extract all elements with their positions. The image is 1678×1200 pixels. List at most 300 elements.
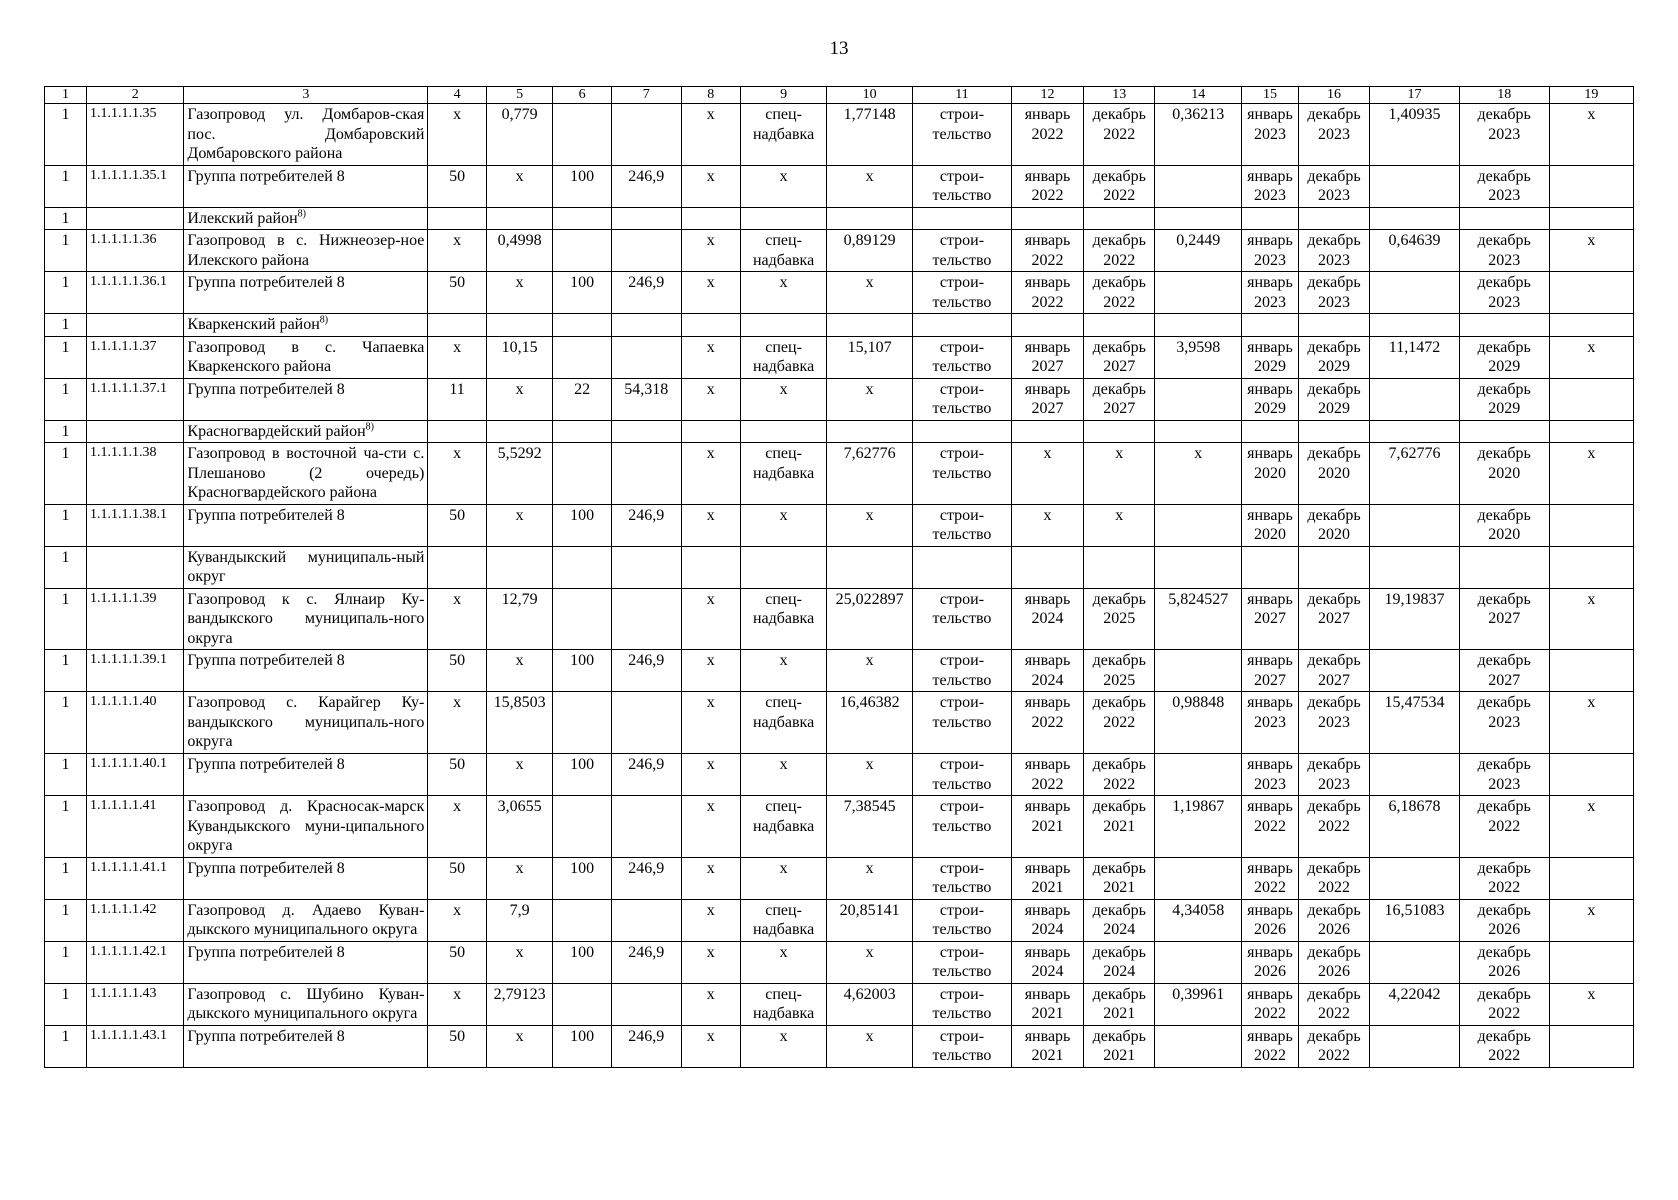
value-cell-7 — [611, 314, 681, 337]
page-number: 13 — [829, 38, 849, 59]
value-cell-15 — [1242, 546, 1298, 588]
column-number-cell: 3 — [184, 87, 428, 104]
value-cell-6 — [553, 104, 611, 166]
value-cell-15: январь 2029 — [1242, 336, 1298, 378]
value-cell-11: строи-тельство — [913, 272, 1011, 314]
value-cell-13: х — [1084, 443, 1155, 505]
value-cell-17 — [1370, 378, 1459, 420]
item-code-cell: 1.1.1.1.1.38.1 — [87, 504, 184, 546]
value-cell-14 — [1155, 1025, 1242, 1067]
value-cell-11: строи-тельство — [913, 983, 1011, 1025]
item-code-cell: 1.1.1.1.1.41.1 — [87, 857, 184, 899]
value-cell-12: январь 2022 — [1011, 753, 1084, 795]
value-cell-16: декабрь 2027 — [1298, 650, 1370, 692]
value-cell-5 — [486, 207, 553, 230]
value-cell-10: 0,89129 — [827, 230, 913, 272]
value-cell-10: х — [827, 941, 913, 983]
value-cell-11: строи-тельство — [913, 336, 1011, 378]
value-cell-11: строи-тельство — [913, 378, 1011, 420]
value-cell-18: декабрь 2022 — [1459, 983, 1549, 1025]
value-cell-17: 15,47534 — [1370, 692, 1459, 754]
value-cell-5: х — [486, 857, 553, 899]
table-row — [45, 272, 1634, 314]
value-cell-18: декабрь 2022 — [1459, 796, 1549, 858]
value-cell-4 — [428, 314, 486, 337]
value-cell-11: строи-тельство — [913, 165, 1011, 207]
value-cell-15: январь 2020 — [1242, 443, 1298, 505]
row-level-cell: 1 — [45, 1025, 87, 1067]
district-name: Красногвардейский район — [187, 422, 366, 440]
value-cell-5: х — [486, 941, 553, 983]
value-cell-15 — [1242, 314, 1298, 337]
value-cell-17 — [1370, 165, 1459, 207]
value-cell-16: декабрь 2022 — [1298, 1025, 1370, 1067]
row-level-cell: 1 — [45, 941, 87, 983]
value-cell-8: х — [681, 230, 740, 272]
value-cell-11: строи-тельство — [913, 504, 1011, 546]
value-cell-12: январь 2027 — [1011, 336, 1084, 378]
value-cell-6: 100 — [553, 165, 611, 207]
value-cell-6 — [553, 588, 611, 650]
value-cell-7: 246,9 — [611, 1025, 681, 1067]
value-cell-6 — [553, 314, 611, 337]
value-cell-17 — [1370, 207, 1459, 230]
table-row — [45, 983, 1634, 1025]
object-name-cell: Газопровод к с. Ялнаир Ку-вандыкского муниципаль-ного округа — [184, 588, 428, 650]
value-cell-13: декабрь 2022 — [1084, 272, 1155, 314]
value-cell-15: январь 2023 — [1242, 753, 1298, 795]
district-name-cell — [184, 207, 428, 230]
value-cell-15: январь 2023 — [1242, 272, 1298, 314]
value-cell-12: январь 2024 — [1011, 650, 1084, 692]
value-cell-13: декабрь 2022 — [1084, 692, 1155, 754]
value-cell-10: 7,38545 — [827, 796, 913, 858]
row-level-cell: 1 — [45, 443, 87, 505]
value-cell-4: х — [428, 230, 486, 272]
value-cell-11: строи-тельство — [913, 650, 1011, 692]
value-cell-15: январь 2029 — [1242, 378, 1298, 420]
value-cell-4: 50 — [428, 165, 486, 207]
footnote-mark: 8) — [319, 314, 329, 326]
table-row — [45, 378, 1634, 420]
value-cell-11 — [913, 207, 1011, 230]
value-cell-13: декабрь 2027 — [1084, 336, 1155, 378]
row-level-cell: 1 — [45, 857, 87, 899]
column-number-cell: 2 — [87, 87, 184, 104]
value-cell-14: х — [1155, 443, 1242, 505]
row-level-cell: 1 — [45, 588, 87, 650]
value-cell-10: х — [827, 650, 913, 692]
value-cell-12: январь 2022 — [1011, 165, 1084, 207]
value-cell-16: декабрь 2026 — [1298, 899, 1370, 941]
value-cell-10 — [827, 314, 913, 337]
value-cell-9: спец-надбавка — [741, 443, 827, 505]
value-cell-19: х — [1549, 230, 1633, 272]
value-cell-10: х — [827, 272, 913, 314]
value-cell-7 — [611, 104, 681, 166]
value-cell-4: 50 — [428, 650, 486, 692]
value-cell-5: 12,79 — [486, 588, 553, 650]
value-cell-4: 50 — [428, 1025, 486, 1067]
value-cell-19: х — [1549, 336, 1633, 378]
value-cell-8: х — [681, 692, 740, 754]
value-cell-13: декабрь 2022 — [1084, 230, 1155, 272]
value-cell-7 — [611, 899, 681, 941]
table-row — [45, 588, 1634, 650]
item-code-cell: 1.1.1.1.1.36.1 — [87, 272, 184, 314]
object-name-cell: Группа потребителей 8 — [184, 378, 428, 420]
value-cell-16: декабрь 2023 — [1298, 165, 1370, 207]
value-cell-12: январь 2024 — [1011, 899, 1084, 941]
value-cell-16: декабрь 2029 — [1298, 336, 1370, 378]
row-level-cell: 1 — [45, 272, 87, 314]
value-cell-4: х — [428, 983, 486, 1025]
value-cell-6: 22 — [553, 378, 611, 420]
value-cell-8: х — [681, 378, 740, 420]
column-number-row — [45, 87, 1634, 104]
value-cell-17 — [1370, 1025, 1459, 1067]
value-cell-17: 1,40935 — [1370, 104, 1459, 166]
value-cell-16 — [1298, 420, 1370, 443]
value-cell-7: 246,9 — [611, 272, 681, 314]
object-name-cell: Газопровод д. Адаево Куван-дыкского муниципального округа — [184, 899, 428, 941]
value-cell-8: х — [681, 753, 740, 795]
value-cell-4: 11 — [428, 378, 486, 420]
value-cell-16: декабрь 2023 — [1298, 753, 1370, 795]
value-cell-10: х — [827, 753, 913, 795]
value-cell-4 — [428, 420, 486, 443]
value-cell-4: х — [428, 336, 486, 378]
district-name-cell — [184, 420, 428, 443]
object-name-cell: Группа потребителей 8 — [184, 753, 428, 795]
object-name-cell: Группа потребителей 8 — [184, 1025, 428, 1067]
value-cell-6: 100 — [553, 857, 611, 899]
value-cell-6: 100 — [553, 504, 611, 546]
object-name-cell: Газопровод в с. Чапаевка Кваркенского района — [184, 336, 428, 378]
value-cell-12 — [1011, 314, 1084, 337]
value-cell-14 — [1155, 314, 1242, 337]
item-code-cell: 1.1.1.1.1.42.1 — [87, 941, 184, 983]
item-code-cell: 1.1.1.1.1.39.1 — [87, 650, 184, 692]
value-cell-15: январь 2023 — [1242, 692, 1298, 754]
value-cell-10: х — [827, 165, 913, 207]
item-code-cell: 1.1.1.1.1.35 — [87, 104, 184, 166]
value-cell-8: х — [681, 504, 740, 546]
value-cell-4: х — [428, 796, 486, 858]
value-cell-5: х — [486, 753, 553, 795]
value-cell-13: декабрь 2021 — [1084, 796, 1155, 858]
gas-pipeline-table — [44, 86, 1634, 1068]
row-level-cell: 1 — [45, 692, 87, 754]
value-cell-13: декабрь 2025 — [1084, 650, 1155, 692]
column-number-cell: 16 — [1298, 87, 1370, 104]
object-name-cell: Газопровод с. Шубино Куван-дыкского муниципального округа — [184, 983, 428, 1025]
value-cell-14 — [1155, 420, 1242, 443]
value-cell-7: 246,9 — [611, 941, 681, 983]
value-cell-15: январь 2022 — [1242, 983, 1298, 1025]
value-cell-8: х — [681, 104, 740, 166]
value-cell-15: январь 2027 — [1242, 650, 1298, 692]
value-cell-5: х — [486, 378, 553, 420]
value-cell-12: январь 2022 — [1011, 692, 1084, 754]
value-cell-13: декабрь 2024 — [1084, 941, 1155, 983]
value-cell-6: 100 — [553, 1025, 611, 1067]
value-cell-4 — [428, 546, 486, 588]
value-cell-18: декабрь 2023 — [1459, 230, 1549, 272]
value-cell-19 — [1549, 504, 1633, 546]
value-cell-5: 3,0655 — [486, 796, 553, 858]
value-cell-7 — [611, 336, 681, 378]
value-cell-18: декабрь 2022 — [1459, 1025, 1549, 1067]
row-level-cell: 1 — [45, 504, 87, 546]
value-cell-19 — [1549, 546, 1633, 588]
value-cell-16: декабрь 2020 — [1298, 443, 1370, 505]
table-row — [45, 899, 1634, 941]
value-cell-12: январь 2021 — [1011, 1025, 1084, 1067]
value-cell-12 — [1011, 420, 1084, 443]
value-cell-13: декабрь 2021 — [1084, 1025, 1155, 1067]
column-number-cell: 17 — [1370, 87, 1459, 104]
value-cell-16: декабрь 2029 — [1298, 378, 1370, 420]
value-cell-16 — [1298, 207, 1370, 230]
value-cell-5: 5,5292 — [486, 443, 553, 505]
value-cell-11 — [913, 314, 1011, 337]
value-cell-17: 4,22042 — [1370, 983, 1459, 1025]
value-cell-13: декабрь 2022 — [1084, 104, 1155, 166]
value-cell-13 — [1084, 207, 1155, 230]
object-name-cell: Группа потребителей 8 — [184, 504, 428, 546]
value-cell-7 — [611, 983, 681, 1025]
value-cell-19 — [1549, 753, 1633, 795]
value-cell-16 — [1298, 546, 1370, 588]
value-cell-15 — [1242, 420, 1298, 443]
value-cell-18: декабрь 2023 — [1459, 104, 1549, 166]
section-row — [45, 420, 1634, 443]
item-code-cell: 1.1.1.1.1.37.1 — [87, 378, 184, 420]
value-cell-15: январь 2023 — [1242, 230, 1298, 272]
footnote-mark: 8) — [365, 421, 375, 433]
value-cell-16 — [1298, 314, 1370, 337]
value-cell-11: строи-тельство — [913, 104, 1011, 166]
table-row — [45, 336, 1634, 378]
value-cell-6 — [553, 546, 611, 588]
value-cell-17 — [1370, 857, 1459, 899]
item-code-cell: 1.1.1.1.1.40 — [87, 692, 184, 754]
column-number-cell: 14 — [1155, 87, 1242, 104]
value-cell-12 — [1011, 546, 1084, 588]
table-row — [45, 165, 1634, 207]
value-cell-12: январь 2024 — [1011, 941, 1084, 983]
value-cell-4: х — [428, 588, 486, 650]
value-cell-16: декабрь 2023 — [1298, 272, 1370, 314]
value-cell-19: х — [1549, 983, 1633, 1025]
value-cell-19 — [1549, 207, 1633, 230]
column-number-cell: 4 — [428, 87, 486, 104]
value-cell-17 — [1370, 650, 1459, 692]
value-cell-8: х — [681, 1025, 740, 1067]
value-cell-9: спец-надбавка — [741, 588, 827, 650]
value-cell-12: январь 2027 — [1011, 378, 1084, 420]
value-cell-9 — [741, 207, 827, 230]
value-cell-14 — [1155, 546, 1242, 588]
column-number-cell: 13 — [1084, 87, 1155, 104]
value-cell-5: х — [486, 504, 553, 546]
section-row — [45, 546, 1634, 588]
object-name-cell: Газопровод в восточной ча-сти с. Плешаново (2 очередь) Красногвардейского района — [184, 443, 428, 505]
column-number-cell: 1 — [45, 87, 87, 104]
value-cell-16: декабрь 2022 — [1298, 857, 1370, 899]
value-cell-9: х — [741, 504, 827, 546]
table-row — [45, 857, 1634, 899]
item-code-cell: 1.1.1.1.1.36 — [87, 230, 184, 272]
value-cell-6 — [553, 443, 611, 505]
value-cell-17 — [1370, 272, 1459, 314]
value-cell-16: декабрь 2023 — [1298, 230, 1370, 272]
value-cell-15: январь 2026 — [1242, 899, 1298, 941]
value-cell-9 — [741, 420, 827, 443]
column-number-cell: 5 — [486, 87, 553, 104]
value-cell-12: январь 2021 — [1011, 796, 1084, 858]
value-cell-15: январь 2023 — [1242, 165, 1298, 207]
value-cell-10: 15,107 — [827, 336, 913, 378]
value-cell-4: х — [428, 443, 486, 505]
value-cell-14: 4,34058 — [1155, 899, 1242, 941]
value-cell-19 — [1549, 378, 1633, 420]
value-cell-18 — [1459, 314, 1549, 337]
value-cell-19: х — [1549, 692, 1633, 754]
item-code-cell — [87, 207, 184, 230]
item-code-cell — [87, 314, 184, 337]
value-cell-18: декабрь 2022 — [1459, 857, 1549, 899]
value-cell-9 — [741, 546, 827, 588]
value-cell-4: х — [428, 692, 486, 754]
value-cell-16: декабрь 2027 — [1298, 588, 1370, 650]
value-cell-14 — [1155, 753, 1242, 795]
value-cell-17: 6,18678 — [1370, 796, 1459, 858]
value-cell-8: х — [681, 443, 740, 505]
value-cell-15: январь 2027 — [1242, 588, 1298, 650]
district-name: Илекский район — [187, 209, 298, 227]
table-row — [45, 941, 1634, 983]
value-cell-13: х — [1084, 504, 1155, 546]
value-cell-18: декабрь 2023 — [1459, 753, 1549, 795]
value-cell-17: 11,1472 — [1370, 336, 1459, 378]
value-cell-19 — [1549, 857, 1633, 899]
value-cell-10 — [827, 420, 913, 443]
value-cell-19 — [1549, 1025, 1633, 1067]
value-cell-19: х — [1549, 443, 1633, 505]
column-number-cell: 11 — [913, 87, 1011, 104]
value-cell-6 — [553, 983, 611, 1025]
value-cell-19 — [1549, 314, 1633, 337]
value-cell-7 — [611, 692, 681, 754]
value-cell-16: декабрь 2023 — [1298, 692, 1370, 754]
value-cell-13: декабрь 2022 — [1084, 753, 1155, 795]
value-cell-5: 2,79123 — [486, 983, 553, 1025]
column-number-cell: 7 — [611, 87, 681, 104]
value-cell-19 — [1549, 650, 1633, 692]
value-cell-12: январь 2022 — [1011, 104, 1084, 166]
value-cell-11: строи-тельство — [913, 443, 1011, 505]
value-cell-10: 4,62003 — [827, 983, 913, 1025]
value-cell-5: х — [486, 650, 553, 692]
value-cell-16: декабрь 2023 — [1298, 104, 1370, 166]
value-cell-14 — [1155, 165, 1242, 207]
section-row — [45, 314, 1634, 337]
value-cell-19: х — [1549, 899, 1633, 941]
item-code-cell: 1.1.1.1.1.38 — [87, 443, 184, 505]
value-cell-11: строи-тельство — [913, 796, 1011, 858]
value-cell-7 — [611, 796, 681, 858]
value-cell-10: 1,77148 — [827, 104, 913, 166]
value-cell-9: спец-надбавка — [741, 692, 827, 754]
section-row — [45, 207, 1634, 230]
row-level-cell: 1 — [45, 546, 87, 588]
value-cell-9: х — [741, 378, 827, 420]
row-level-cell: 1 — [45, 420, 87, 443]
value-cell-5: х — [486, 272, 553, 314]
value-cell-7: 246,9 — [611, 504, 681, 546]
value-cell-17: 7,62776 — [1370, 443, 1459, 505]
value-cell-10: х — [827, 857, 913, 899]
column-number-cell: 15 — [1242, 87, 1298, 104]
value-cell-19 — [1549, 272, 1633, 314]
value-cell-12: январь 2024 — [1011, 588, 1084, 650]
value-cell-8: х — [681, 650, 740, 692]
value-cell-6 — [553, 336, 611, 378]
table-row — [45, 692, 1634, 754]
value-cell-7: 246,9 — [611, 650, 681, 692]
object-name-cell: Газопровод с. Карайгер Ку-вандыкского муниципаль-ного округа — [184, 692, 428, 754]
value-cell-9: спец-надбавка — [741, 230, 827, 272]
value-cell-5 — [486, 420, 553, 443]
value-cell-10: х — [827, 378, 913, 420]
value-cell-8: х — [681, 336, 740, 378]
value-cell-6 — [553, 230, 611, 272]
value-cell-4: 50 — [428, 504, 486, 546]
item-code-cell: 1.1.1.1.1.42 — [87, 899, 184, 941]
value-cell-7 — [611, 588, 681, 650]
value-cell-11: строи-тельство — [913, 230, 1011, 272]
table-row — [45, 796, 1634, 858]
column-number-cell: 18 — [1459, 87, 1549, 104]
value-cell-11: строи-тельство — [913, 692, 1011, 754]
district-name-cell — [184, 314, 428, 337]
item-code-cell: 1.1.1.1.1.41 — [87, 796, 184, 858]
value-cell-10: 25,022897 — [827, 588, 913, 650]
item-code-cell — [87, 546, 184, 588]
item-code-cell: 1.1.1.1.1.43.1 — [87, 1025, 184, 1067]
value-cell-8 — [681, 314, 740, 337]
value-cell-17 — [1370, 314, 1459, 337]
value-cell-8: х — [681, 941, 740, 983]
value-cell-14 — [1155, 941, 1242, 983]
value-cell-8: х — [681, 272, 740, 314]
value-cell-18: декабрь 2023 — [1459, 272, 1549, 314]
value-cell-9: х — [741, 1025, 827, 1067]
row-level-cell: 1 — [45, 104, 87, 166]
value-cell-10 — [827, 207, 913, 230]
value-cell-18 — [1459, 420, 1549, 443]
table-row — [45, 230, 1634, 272]
row-level-cell: 1 — [45, 207, 87, 230]
value-cell-10: 16,46382 — [827, 692, 913, 754]
value-cell-5: 0,779 — [486, 104, 553, 166]
value-cell-18: декабрь 2020 — [1459, 504, 1549, 546]
value-cell-11: строи-тельство — [913, 941, 1011, 983]
item-code-cell: 1.1.1.1.1.39 — [87, 588, 184, 650]
value-cell-14: 0,36213 — [1155, 104, 1242, 166]
